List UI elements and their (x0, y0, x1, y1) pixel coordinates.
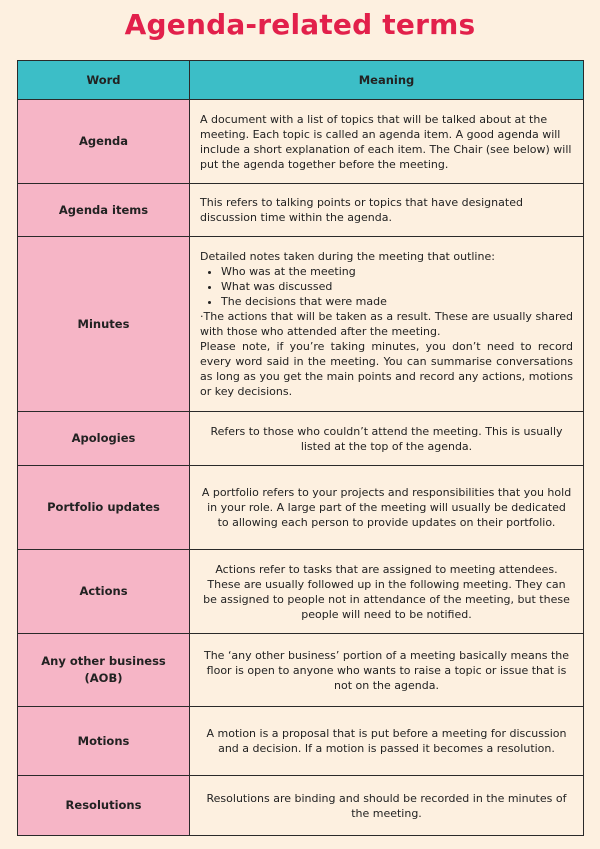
minutes-intro: Detailed notes taken during the meeting that outline: (200, 250, 495, 263)
minutes-bullet-list (200, 264, 573, 309)
term-word: Motions (18, 707, 190, 776)
table-row (18, 466, 584, 550)
term-word: Agenda items (18, 184, 190, 237)
column-header-word: Word (18, 61, 190, 100)
table-row (18, 184, 584, 237)
table-row (18, 412, 584, 466)
list-item: • What was discussed (221, 279, 573, 294)
term-meaning: This refers to talking points or topics that have designated discussion time within the agenda. (190, 184, 584, 237)
page-title: Agenda-related terms (124, 8, 476, 41)
term-meaning: Actions refer to tasks that are assigned to meeting attendees. These are usually followed up in the following meeting. They can be assigned to people not in attendance of the meeting, but these people will need to be notified. (190, 550, 584, 634)
list-item: • Who was at the meeting (221, 264, 573, 279)
table-row (18, 776, 584, 836)
term-word: Minutes (18, 237, 190, 412)
term-meaning: The ‘any other business’ portion of a meeting basically means the floor is open to anyone who wants to raise a topic or issue that is not on the agenda. (190, 634, 584, 707)
table-row (18, 100, 584, 184)
minutes-note: Please note, if you’re taking minutes, you don’t need to record every word said in the meeting. You can summarise conversations as long as you get the main points and record any actions, motions or key decisions. (200, 340, 573, 398)
table-row (18, 550, 584, 634)
term-word: Any other business (AOB) (18, 634, 190, 707)
term-meaning: Resolutions are binding and should be recorded in the minutes of the meeting. (190, 776, 584, 836)
minutes-actions: ·The actions that will be taken as a result. These are usually shared with those who attended after the meeting. (200, 310, 573, 338)
table-row (18, 707, 584, 776)
term-meaning: A motion is a proposal that is put before a meeting for discussion and a decision. If a motion is passed it becomes a resolution. (190, 707, 584, 776)
column-header-meaning: Meaning (190, 61, 584, 100)
term-meaning: A document with a list of topics that will be talked about at the meeting. Each topic is called an agenda item. A good agenda will include a short explanation of each item. The Chair (see below) will put the agenda together before the meeting. (190, 100, 584, 184)
term-meaning (190, 237, 584, 412)
term-meaning: A portfolio refers to your projects and responsibilities that you hold in your role. A large part of the meeting will usually be dedicated to allowing each person to provide updates on their portfolio. (190, 466, 584, 550)
table-header-row (18, 61, 584, 100)
term-word: Portfolio updates (18, 466, 190, 550)
terms-table (17, 60, 584, 836)
table-row (18, 634, 584, 707)
table-row (18, 237, 584, 412)
term-meaning: Refers to those who couldn’t attend the meeting. This is usually listed at the top of the agenda. (190, 412, 584, 466)
term-word: Resolutions (18, 776, 190, 836)
term-word: Agenda (18, 100, 190, 184)
term-word: Actions (18, 550, 190, 634)
list-item: • The decisions that were made (221, 294, 573, 309)
term-word: Apologies (18, 412, 190, 466)
